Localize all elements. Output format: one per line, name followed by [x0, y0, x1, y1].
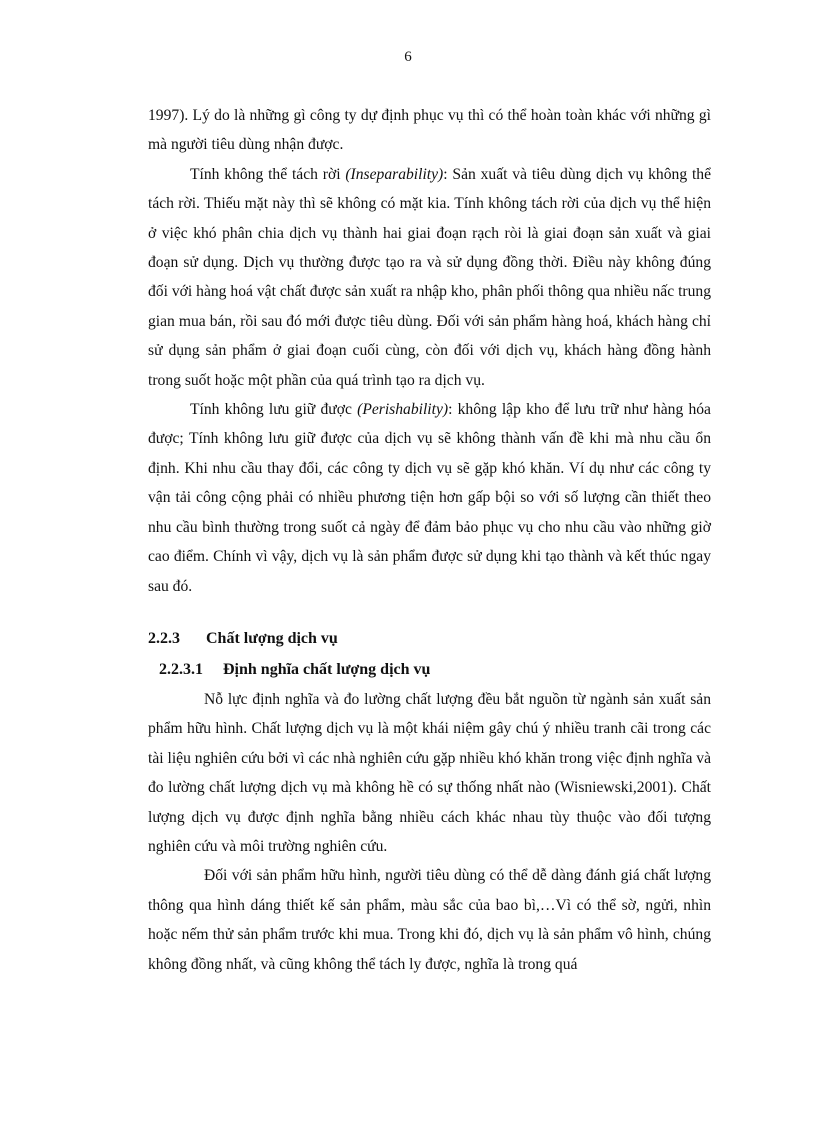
section-heading [148, 623, 711, 654]
paragraph-body: : không lập kho để lưu trữ như hàng hóa được; Tính không lưu giữ được của dịch vụ sẽ không thành vấn đề khi mà nhu cầu ổn định. Khi nhu cầu thay đổi, các công ty dịch vụ sẽ gặp khó khăn. Ví dụ như các công ty vận tải công cộng phải có nhiều phương tiện hơn gấp bội so với số lượng cần thiết theo nhu cầu bình thường trong suốt cả ngày để đảm bảo phục vụ cho nhu cầu vào những giờ cao điểm. Chính vì vậy, dịch vụ là sản phẩm được sử dụng khi tạo thành và kết thúc ngay sau đó. [148, 401, 711, 595]
document-body [148, 101, 711, 979]
paragraph-inseparability [148, 160, 711, 395]
subsection-title: Định nghĩa chất lượng dịch vụ [223, 660, 431, 678]
section-number: 2.2.3 [148, 629, 180, 647]
paragraph-body: : Sản xuất và tiêu dùng dịch vụ không thể tách rời. Thiếu mặt này thì sẽ không có mặt kia. Tính không tách rời của dịch vụ thể hiện ở việc khó phân chia dịch vụ thành hai giai đoạn rạch ròi là giai đoạn sản xuất và giai đoạn sử dụng. Dịch vụ thường được tạo ra và sử dụng đồng thời. Điều này không đúng đối với hàng hoá vật chất được sản xuất ra nhập kho, phân phối thông qua nhiều nấc trung gian mua bán, rồi sau đó mới được tiêu dùng. Đối với sản phẩm hàng hoá, khách hàng chỉ sử dụng sản phẩm ở giai đoạn cuối cùng, còn đối với dịch vụ, khách hàng đồng hành trong suốt hoặc một phần của quá trình tạo ra dịch vụ. [148, 165, 711, 389]
term-inseparability: (Inseparability) [345, 165, 444, 183]
paragraph-lead: Tính không lưu giữ được [190, 401, 358, 419]
paragraph-continuation: 1997). Lý do là những gì công ty dự định phục vụ thì có thể hoàn toàn khác với những gì mà người tiêu dùng nhận được. [148, 107, 711, 154]
page-number: 6 [404, 49, 412, 65]
paragraph-lead: Tính không thể tách rời [190, 165, 346, 183]
term-perishability: (Perishability) [357, 401, 449, 419]
section-title: Chất lượng dịch vụ [206, 629, 338, 647]
section-gap [148, 601, 711, 623]
paragraph-perishability [148, 395, 711, 601]
subsection-heading [148, 654, 711, 685]
paragraph-tangible-products: Đối với sản phẩm hữu hình, người tiêu dùng có thể dễ dàng đánh giá chất lượng thông qua hình dáng thiết kế sản phẩm, màu sắc của bao bì,…Vì có thể sờ, ngửi, nhìn hoặc nếm thử sản phẩm trước khi mua. Trong khi đó, dịch vụ là sản phẩm vô hình, chúng không đồng nhất, và cũng không thể tách ly được, nghĩa là trong quá [148, 867, 711, 973]
paragraph-definition: Nỗ lực định nghĩa và đo lường chất lượng đều bắt nguồn từ ngành sản xuất sản phẩm hữu hình. Chất lượng dịch vụ là một khái niệm gây chú ý nhiều tranh cãi trong các tài liệu nghiên cứu bởi vì các nhà nghiên cứu gặp nhiều khó khăn trong việc định nghĩa và đo lường chất lượng dịch vụ mà không hề có sự thống nhất nào (Wisniewski,2001). Chất lượng dịch vụ được định nghĩa bằng nhiều cách khác nhau tùy thuộc vào đối tượng nghiên cứu và môi trường nghiên cứu. [148, 690, 711, 855]
subsection-number: 2.2.3.1 [159, 660, 203, 678]
